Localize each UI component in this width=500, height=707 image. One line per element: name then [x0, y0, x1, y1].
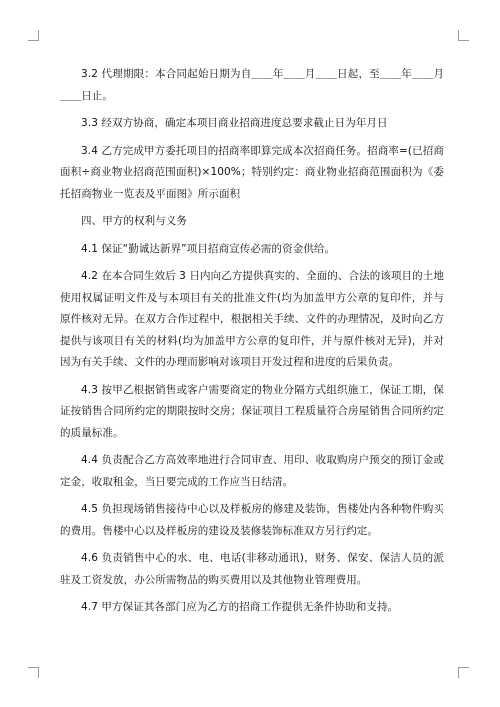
paragraph-4-1: 4.1 保证“勤诚达新界”项目招商宣传必需的资金供给。 [81, 242, 336, 255]
paragraph-4-2: 4.2 在本合同生效后 3 日内向乙方提供真实的、全面的、合法的该项目的土地使用权属证明文件及与本项目有关的批准文件(均为加盖甲方公章的复印件，并与原件核对无异。在双方合作过程中，根据相关手续、文件的办理情况，及时向乙方提供与该项目有关的材料(均为加盖甲方公章的复印件，并与原件核对无异)，并对因为有关手续、文件的办理而影响对该项目开发过程和进度的后果负责。 [60, 270, 444, 368]
document-body [60, 64, 444, 619]
paragraph-4-5: 4.5 负担现场销售接待中心以及样板房的修建及装饰，售楼处内各种物件购买的费用。售楼中心以及样板房的建设及装修装饰标准双方另行约定。 [60, 503, 444, 537]
paragraph-3-4: 3.4 乙方完成甲方委托项目的招商率即算完成本次招商任务。招商率=(已招商面积÷商业物业招商范围面积)×100%；特别约定：商业物业招商范围面积为《委托招商物业一览表及平面图》所示面积 [60, 144, 444, 200]
paragraph-4-7: 4.7 甲方保证其各部门应为乙方的招商工作提供无条件协助和支持。 [81, 601, 399, 613]
paragraph-3-2: 3.2 代理期限：本合同起始日期为自＿＿年＿＿月＿＿日起，至＿＿年＿＿月＿＿日止。 [60, 68, 444, 102]
paragraph-4-6: 4.6 负责销售中心的水、电、电话(非移动通讯)，财务、保安、保洁人员的派驻及工资发放，办公所需物品的购买费用以及其他物业管理费用。 [60, 552, 444, 586]
crop-mark-top-left [28, 30, 39, 41]
crop-mark-bottom-right [458, 667, 469, 678]
section-heading-4: 四、甲方的权利与义务 [81, 215, 187, 227]
crop-mark-bottom-left [28, 667, 39, 678]
paragraph-4-4: 4.4 负责配合乙方高效率地进行合同审查、用印、收取购房户预交的预订金或定金，收取租金，当日要完成的工作应当日结清。 [60, 454, 444, 488]
paragraph-3-3: 3.3 经双方协商，确定本项目商业招商进度总要求截止日为年月日 [81, 117, 388, 129]
crop-mark-top-right [458, 30, 469, 41]
paragraph-4-3: 4.3 按甲乙根据销售或客户需要商定的物业分隔方式组织施工，保证工期，保证按销售合同所约定的期限按时交房；保证项目工程质量符合房屋销售合同所约定的质量标准。 [60, 383, 444, 439]
